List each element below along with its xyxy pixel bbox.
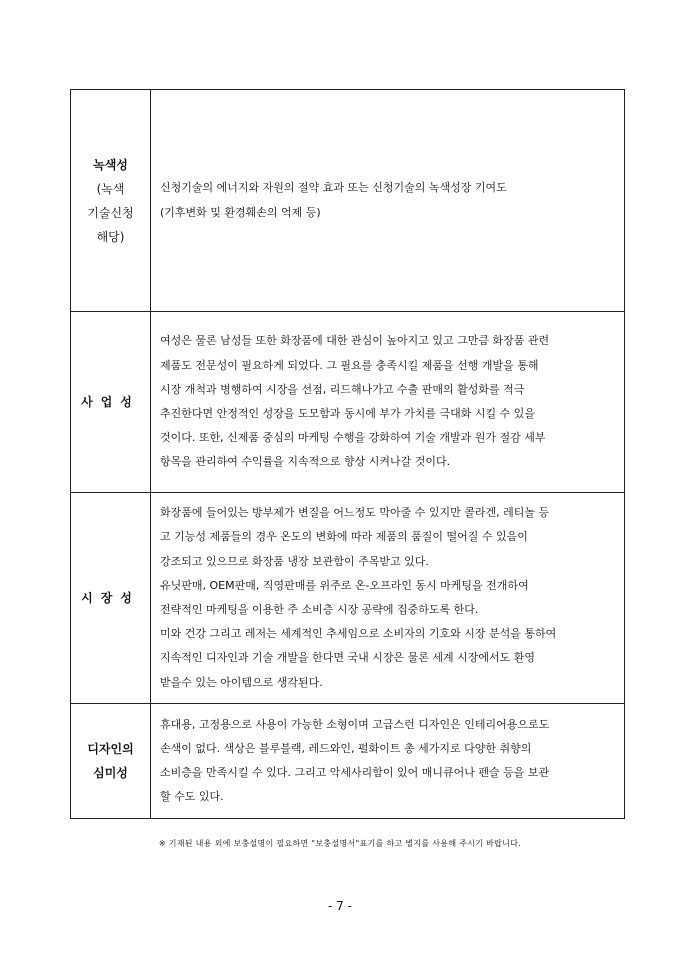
text-line: 전략적인 마케팅을 이용한 주 소비층 시장 공략에 집중하도록 한다. bbox=[160, 603, 479, 616]
label-green bbox=[71, 90, 151, 312]
label-business bbox=[71, 312, 151, 493]
content-business bbox=[151, 312, 625, 493]
text-line: 제품도 전문성이 필요하게 되었다. 그 필요를 충족시킬 제품을 선행 개발을 통해 bbox=[160, 358, 539, 372]
text-line: 강조되고 있으므로 화장품 냉장 보관함이 주목받고 있다. bbox=[160, 554, 429, 568]
text-line: 미와 건강 그리고 레저는 세계적인 추세임으로 소비자의 기호와 시장 분석을 통하여 bbox=[160, 627, 557, 641]
label-main: 심미성 bbox=[93, 766, 128, 780]
text-line: 소비층을 만족시킬 수 있다. 그리고 악세사리함이 있어 매니큐어나 펜슬 등을 보관 bbox=[160, 766, 550, 779]
content-market bbox=[151, 493, 625, 704]
content-design bbox=[151, 704, 625, 819]
row-design bbox=[71, 704, 625, 819]
label-design bbox=[71, 704, 151, 819]
label-sub: 기술신청 bbox=[87, 205, 134, 220]
text-line: 받을수 있는 아이템으로 생각된다. bbox=[160, 675, 323, 689]
text-line: 휴대용, 고정용으로 사용이 가능한 소형이며 고급스런 디자인은 인테리어용으로도 bbox=[160, 717, 550, 731]
footnote: ※ 기재된 내용 외에 보충설명이 필요하면 "보충설명서"표기를 하고 별지를 사용해 주시기 바랍니다. bbox=[158, 839, 522, 848]
text-line: 고 기능성 제품들의 경우 온도의 변화에 따라 제품의 품질이 떨어질 수 있음이 bbox=[160, 530, 528, 544]
text-line: 할 수도 있다. bbox=[160, 790, 224, 804]
row-green bbox=[71, 90, 625, 312]
text-line: 시장 개척과 병행하여 시장을 선점, 리드해나가고 수출 판매의 활성화를 적극 bbox=[160, 382, 525, 396]
text-line: 지속적인 디자인과 기술 개발을 한다면 국내 시장은 물론 세계 시장에서도 환영 bbox=[160, 651, 535, 665]
label-sub: (녹색 bbox=[96, 181, 125, 196]
content-green bbox=[151, 90, 625, 312]
text-line: 것이다. 또한, 신제품 중심의 마케팅 수행을 강화하여 기술 개발과 원가 절감 세부 bbox=[160, 431, 546, 445]
row-market bbox=[71, 493, 625, 704]
text-line: 유닛판매, OEM판매, 직영판매를 위주로 온-오프라인 동시 마케팅을 전개하여 bbox=[160, 578, 529, 592]
row-business bbox=[71, 312, 625, 493]
label-market bbox=[71, 493, 151, 704]
text-line: 손색이 없다. 색상은 블루블랙, 레드와인, 펄화이트 총 세가지로 다양한 취향의 bbox=[160, 741, 532, 755]
label-main: 녹색성 bbox=[93, 157, 128, 172]
label-main: 디자인의 bbox=[87, 742, 134, 756]
label-sub: 해당) bbox=[96, 229, 125, 244]
evaluation-table bbox=[70, 89, 625, 819]
label-main: 시장성 bbox=[81, 591, 140, 605]
text-line: 추진한다면 안정적인 성장을 도모함과 동시에 부가 가치를 극대화 시킬 수 있을 bbox=[160, 407, 535, 420]
label-main: 사업성 bbox=[81, 395, 140, 409]
text-line: 항목을 관리하여 수익률을 지속적으로 향상 시켜나갈 것이다. bbox=[160, 455, 451, 469]
text-line: 화장품에 들어있는 방부제가 변질을 어느정도 막아줄 수 있지만 콜라겐, 레티놀 등 bbox=[160, 506, 550, 520]
text-line: (기후변화 및 환경훼손의 억제 등) bbox=[160, 205, 321, 219]
text-line: 여성은 물론 남성들 또한 화장품에 대한 관심이 높아지고 있고 그만큼 화장품 관련 bbox=[160, 334, 550, 348]
page-number: - 7 - bbox=[328, 899, 352, 913]
text-line: 신청기술의 에너지와 자원의 절약 효과 또는 신청기술의 녹색성장 기여도 bbox=[160, 181, 507, 195]
